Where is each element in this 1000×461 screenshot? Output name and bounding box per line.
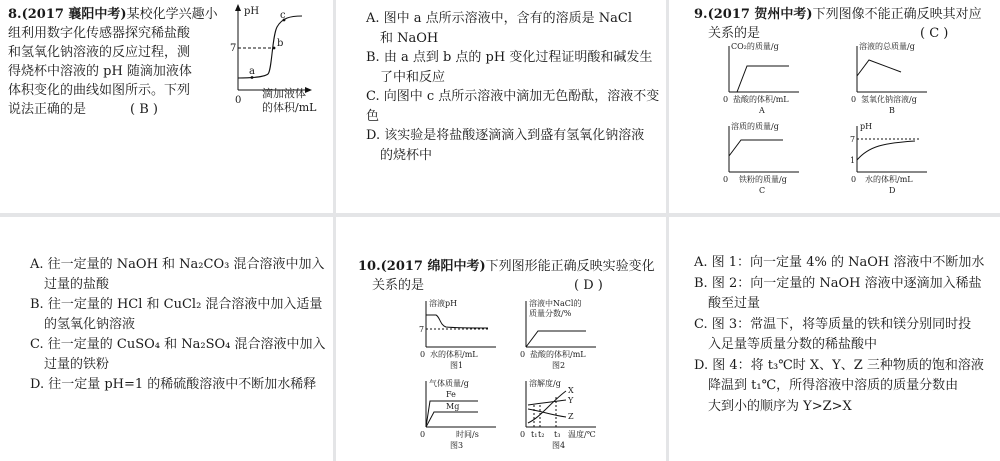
svg-text:氢氧化钠溶液/g: 氢氧化钠溶液/g — [861, 95, 917, 104]
option-d-cont: 的烧杯中 — [380, 147, 433, 163]
graph-3 — [420, 378, 496, 450]
svg-text:X: X — [568, 386, 574, 395]
svg-text:溶液中NaCl的: 溶液中NaCl的 — [529, 299, 582, 308]
option-d: D. 该实验是将盐酸逐滴滴入到盛有氢氧化钠溶液 — [366, 128, 645, 143]
option-d-cont2: 大到小的顺序为 Y>Z>X — [708, 398, 852, 414]
option-c: C. 向图中 c 点所示溶液中滴加无色酚酞，溶液不变色 — [366, 89, 660, 124]
ph-curve — [238, 16, 302, 78]
option-b-cont: 了中和反应 — [380, 69, 446, 85]
svg-text:7: 7 — [419, 325, 425, 334]
option-c: C. 图 3：常温下，将等质量的铁和镁分别同时投 — [694, 316, 972, 332]
options-list — [366, 9, 666, 165]
stem-line: 体积变化的曲线如图所示。下列 — [8, 83, 191, 98]
svg-text:水的体积/mL: 水的体积/mL — [865, 175, 913, 184]
svg-text:气体质量/g: 气体质量/g — [429, 379, 469, 388]
option-b-cont: 的氢氧化钠溶液 — [44, 317, 136, 332]
svg-text:0: 0 — [723, 95, 729, 104]
svg-text:图4: 图4 — [552, 441, 566, 450]
graph-4 — [520, 378, 596, 450]
point-a-label: a — [249, 66, 255, 77]
answer: ( C ) — [920, 26, 949, 41]
svg-text:时间/s: 时间/s — [456, 430, 479, 439]
question-8-panel — [0, 0, 333, 213]
options-list — [30, 255, 325, 395]
svg-text:盐酸的体积/mL: 盐酸的体积/mL — [530, 350, 586, 359]
seven-tick: 7 — [230, 43, 237, 54]
option-b: B. 图 2：向一定量的 NaOH 溶液中逐滴加入稀盐 — [694, 275, 982, 291]
graph-a — [723, 41, 799, 115]
svg-text:0: 0 — [420, 350, 426, 359]
svg-text:D: D — [889, 186, 896, 195]
q10-graphs — [416, 297, 646, 461]
svg-text:质量分数/%: 质量分数/% — [529, 309, 572, 318]
svg-text:0: 0 — [520, 350, 526, 359]
svg-text:t₁: t₁ — [531, 430, 538, 439]
point-b-dot — [273, 47, 276, 50]
origin-label: 0 — [235, 95, 242, 106]
option-c: C. 往一定量的 CuSO₄ 和 Na₂SO₄ 混合溶液中加入 — [30, 337, 326, 352]
svg-text:0: 0 — [723, 175, 729, 184]
svg-text:t₂: t₂ — [538, 430, 545, 439]
option-b-cont: 酸至过量 — [708, 296, 761, 311]
svg-text:Mg: Mg — [446, 402, 460, 411]
graph-c — [723, 121, 799, 195]
option-a-cont: 过量的盐酸 — [44, 277, 110, 292]
option-c-cont: 入足量等质量分数的稀盐酸中 — [708, 337, 878, 352]
svg-text:水的体积/mL: 水的体积/mL — [430, 350, 478, 359]
question-9-options-panel — [0, 217, 333, 461]
svg-text:溶解度/g: 溶解度/g — [529, 379, 561, 388]
svg-text:0: 0 — [851, 95, 857, 104]
svg-text:Fe: Fe — [446, 390, 456, 399]
stem-line: 组利用数字化传感器探究稀盐酸 — [8, 26, 191, 41]
stem-line: 和氢氧化钠溶液的反应过程，测 — [8, 45, 191, 60]
svg-text:7: 7 — [850, 135, 856, 144]
point-b-label: b — [277, 38, 284, 49]
svg-text:铁粉的质量/g: 铁粉的质量/g — [739, 175, 787, 184]
svg-text:盐酸的体积/mL: 盐酸的体积/mL — [733, 95, 789, 104]
option-d: D. 往一定量 pH=1 的稀硫酸溶液中不断加水稀释 — [30, 377, 317, 392]
question-10-options-panel — [669, 217, 1000, 461]
question-8-options-panel — [336, 0, 666, 213]
question-source: (2017 贺州中考) — [707, 7, 813, 22]
question-number: 9. — [694, 7, 708, 22]
svg-text:CO₂的质量/g: CO₂的质量/g — [731, 42, 779, 51]
options-list — [694, 253, 984, 417]
svg-text:1: 1 — [850, 156, 856, 165]
graph-2 — [520, 298, 596, 370]
y-axis-label: pH — [244, 6, 260, 17]
option-a-cont: 和 NaOH — [380, 30, 439, 46]
svg-text:C: C — [759, 186, 766, 195]
svg-text:图3: 图3 — [450, 441, 464, 450]
stem-line: 某校化学兴趣小 — [126, 7, 218, 22]
question-number: 8. — [8, 7, 22, 22]
svg-text:t₃: t₃ — [554, 430, 561, 439]
point-c-label: c — [280, 10, 286, 21]
question-number: 10. — [358, 259, 381, 274]
graph-d — [850, 122, 927, 195]
option-b: B. 往一定量的 HCl 和 CuCl₂ 混合溶液中加入适量 — [30, 297, 323, 312]
x-axis-label: 滴加液体 的体积/mL — [262, 87, 317, 114]
svg-text:B: B — [889, 106, 895, 115]
svg-text:0: 0 — [420, 430, 426, 439]
question-8-stem — [8, 5, 223, 119]
svg-text:溶质的质量/g: 溶质的质量/g — [731, 122, 779, 131]
question-10-panel — [336, 217, 666, 461]
y-axis-arrow — [235, 4, 241, 11]
stem-line: 说法正确的是 — [8, 102, 87, 117]
svg-text:溶液pH: 溶液pH — [429, 299, 458, 308]
svg-text:温度/℃: 温度/℃ — [568, 430, 596, 439]
option-d-cont: 降温到 t₁℃，所得溶液中溶质的质量分数由 — [708, 378, 959, 393]
answer: ( D ) — [574, 278, 603, 293]
svg-text:A: A — [759, 106, 765, 115]
question-10-stem: 10.(2017 绵阳中考)下列图形能正确反映实验变化 关系的是 ( D ) — [358, 259, 655, 293]
svg-text:0: 0 — [851, 175, 857, 184]
option-b: B. 由 a 点到 b 点的 pH 变化过程证明酸和碱发生 — [366, 50, 653, 65]
option-a: A. 图 1：向一定量 4% 的 NaOH 溶液中不断加水 — [694, 255, 985, 270]
svg-text:图1: 图1 — [450, 361, 464, 370]
question-source: (2017 绵阳中考) — [380, 259, 486, 274]
q9-graphs — [719, 40, 989, 210]
graph-b — [851, 41, 927, 115]
svg-text:Y: Y — [568, 396, 574, 405]
svg-text:溶液的总质量/g: 溶液的总质量/g — [859, 42, 915, 51]
option-a: A. 往一定量的 NaOH 和 Na₂CO₃ 混合溶液中加入 — [30, 257, 325, 272]
graph-1 — [419, 298, 496, 370]
question-9-panel — [669, 0, 1000, 213]
option-a: A. 图中 a 点所示溶液中，含有的溶质是 NaCl — [366, 11, 633, 26]
option-d: D. 图 4：将 t₃℃时 X、Y、Z 三种物质的饱和溶液 — [694, 357, 984, 373]
question-source: (2017 襄阳中考) — [21, 7, 127, 22]
stem-line: 得烧杯中溶液的 pH 随滴加液体 — [8, 64, 192, 79]
option-c-cont: 过量的铁粉 — [44, 357, 110, 372]
answer: ( B ) — [130, 102, 158, 117]
svg-text:0: 0 — [520, 430, 526, 439]
question-9-stem: 9.(2017 贺州中考)下列图像不能正确反映其对应 关系的是 ( C ) — [694, 7, 982, 41]
svg-text:图2: 图2 — [552, 361, 566, 370]
svg-text:pH: pH — [860, 122, 873, 131]
svg-text:Z: Z — [568, 412, 574, 421]
